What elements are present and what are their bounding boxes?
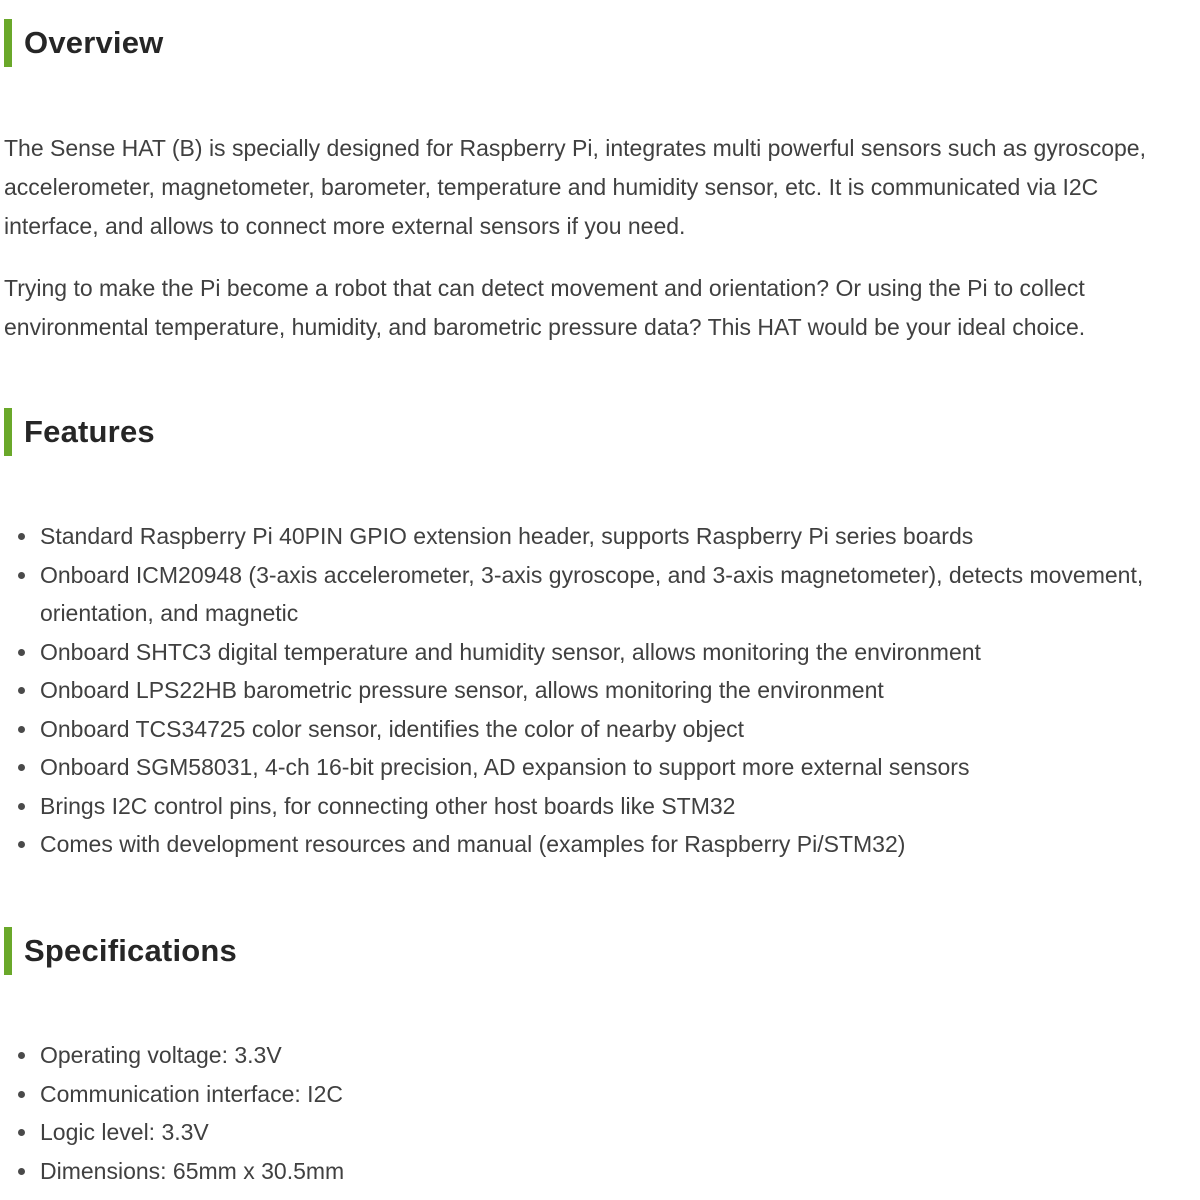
overview-paragraph-2: Trying to make the Pi become a robot that can detect movement and orientation? Or using the Pi to collect environmental temperature, humidity, and barometric pressure data? This HAT would be your ideal choice. (4, 275, 1086, 340)
feature-text: Brings I2C control pins, for connecting other host boards like STM32 (40, 792, 736, 819)
bullet-icon (18, 1168, 25, 1175)
feature-text: Onboard SHTC3 digital temperature and humidity sensor, allows monitoring the environment (40, 638, 981, 665)
feature-text: Comes with development resources and manual (examples for Raspberry Pi/STM32) (40, 831, 906, 857)
bullet-icon (18, 533, 25, 540)
spec-text: Dimensions: 65mm x 30.5mm (40, 1157, 345, 1184)
bullet-icon (18, 1052, 25, 1059)
overview-paragraph-1: The Sense HAT (B) is specially designed for Raspberry Pi, integrates multi powerful sensors such as gyroscope, accelerometer, magnetometer, barometer, temperature and humidity sensor, etc. It is communicated via I2C interface, and allows to connect more external sensors if you need. (4, 135, 1146, 239)
bullet-icon (18, 1129, 25, 1136)
list-item (0, 556, 1200, 633)
spec-text: Logic level: 3.3V (40, 1119, 209, 1145)
bullet-icon (18, 726, 25, 733)
list-item (0, 1036, 1200, 1075)
features-heading (4, 408, 155, 456)
list-item (0, 1113, 1200, 1152)
list-item (0, 633, 1200, 672)
specifications-title: Specifications (24, 933, 237, 968)
feature-text: Onboard LPS22HB barometric pressure sensor, allows monitoring the environment (40, 677, 884, 703)
list-item (0, 787, 1200, 826)
heading-accent-bar (4, 408, 12, 456)
list-item (0, 671, 1200, 710)
bullet-icon (18, 649, 25, 656)
bullet-icon (18, 803, 25, 810)
features-title: Features (24, 414, 155, 449)
overview-heading (4, 19, 163, 67)
bullet-icon (18, 687, 25, 694)
specifications-heading (4, 927, 237, 975)
list-item (0, 748, 1200, 787)
spec-text: Communication interface: I2C (40, 1080, 343, 1107)
heading-accent-bar (4, 19, 12, 67)
specifications-list (0, 1036, 1200, 1190)
list-item (0, 710, 1200, 749)
bullet-icon (18, 1091, 25, 1098)
bullet-icon (18, 841, 25, 848)
list-item (0, 1075, 1200, 1114)
bullet-icon (18, 572, 25, 579)
list-item (0, 517, 1200, 556)
feature-text: Standard Raspberry Pi 40PIN GPIO extension header, supports Raspberry Pi series boards (40, 523, 974, 549)
spec-text: Operating voltage: 3.3V (40, 1042, 282, 1068)
overview-title: Overview (24, 25, 164, 60)
list-item (0, 825, 1200, 864)
bullet-icon (18, 764, 25, 771)
list-item (0, 1152, 1200, 1191)
features-list (0, 517, 1200, 864)
feature-text: Onboard TCS34725 color sensor, identifies the color of nearby object (40, 715, 745, 742)
feature-text: Onboard SGM58031, 4-ch 16-bit precision, AD expansion to support more external sensors (40, 754, 970, 780)
heading-accent-bar (4, 927, 12, 975)
feature-text: Onboard ICM20948 (3-axis accelerometer, 3-axis gyroscope, and 3-axis magnetometer), detects movement, orientation, and magnetic (40, 561, 1144, 626)
